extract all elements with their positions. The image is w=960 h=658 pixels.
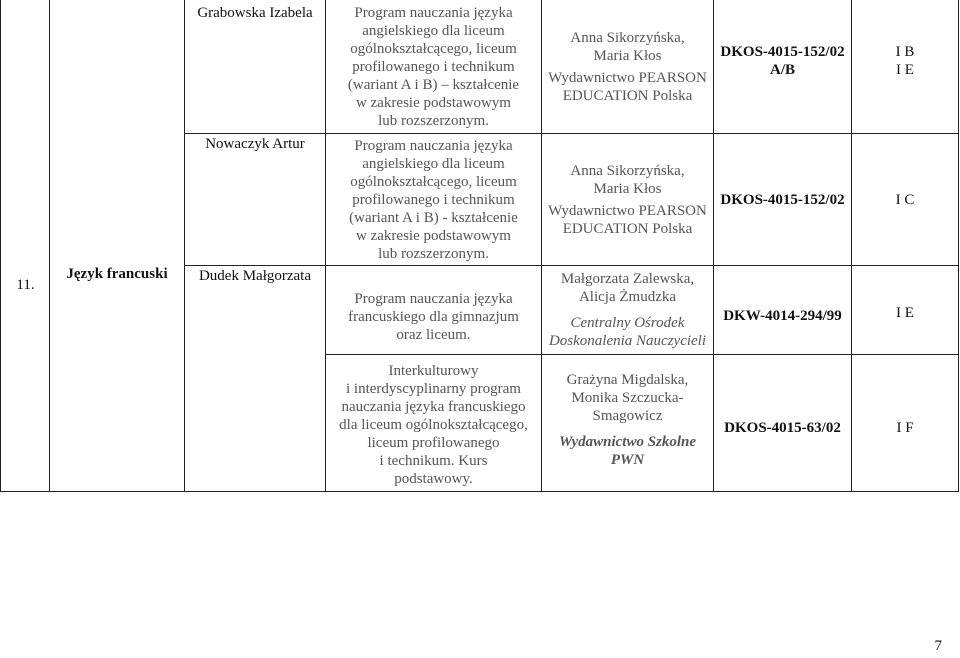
publisher-line: Wydawnictwo PEARSON — [548, 202, 707, 219]
approval-code-cell — [714, 266, 851, 354]
program-cell — [326, 134, 541, 265]
subject-cell — [50, 256, 184, 292]
program-cell — [326, 266, 541, 354]
column-divider — [184, 0, 185, 492]
program-line: lub rozszerzonym. — [378, 112, 489, 129]
program-cell — [326, 355, 541, 491]
classes-cell — [852, 134, 958, 265]
author-line: Anna Sikorzyńska, — [570, 29, 685, 46]
program-line: oraz liceum. — [396, 327, 471, 343]
program-line: angielskiego dla liceum — [362, 22, 505, 39]
program-line: (wariant A i B) – kształcenie — [347, 76, 520, 93]
author-line: Monika Szczucka- — [571, 390, 684, 406]
approval-code-cell — [714, 355, 851, 491]
author-line: Maria Kłos — [593, 180, 662, 197]
program-line: Program nauczania języka — [354, 291, 513, 307]
approval-code-cell — [714, 134, 851, 265]
program-line: francuskiego dla gimnazjum — [348, 309, 519, 325]
authors-cell — [542, 355, 713, 491]
program-line: w zakresie podstawowym — [356, 94, 511, 111]
table-border-left — [0, 0, 1, 492]
author-line: Małgorzata Zalewska, — [560, 271, 695, 287]
class-label: I B — [895, 43, 915, 60]
publisher — [548, 202, 707, 238]
approval-code: DKOS-4015-152/02 — [720, 43, 845, 60]
authors-cell — [542, 266, 713, 354]
class-label: I C — [895, 191, 915, 208]
column-divider — [49, 0, 50, 492]
program-line: profilowanego i technikum — [352, 58, 515, 75]
approval-code: A/B — [769, 61, 795, 78]
approval-code: DKOS-4015-152/02 — [720, 191, 845, 208]
authors-cell — [542, 134, 713, 265]
program-line: ogólnokształcącego, liceum — [350, 40, 517, 57]
publisher-line: Wydawnictwo PEARSON — [548, 69, 707, 86]
program-line: Program nauczania języka — [354, 137, 513, 154]
publisher — [549, 314, 706, 350]
publisher-line: PWN — [610, 452, 645, 468]
classes-cell — [852, 0, 958, 133]
row-number-text: 11. — [16, 277, 35, 293]
table-border-bottom — [0, 491, 959, 492]
table-border-right — [958, 0, 959, 492]
subject-text: Język francuski — [66, 266, 168, 282]
program-line: (wariant A i B) - kształcenie — [349, 209, 518, 226]
class-label: I E — [896, 305, 914, 321]
page-number: 7 — [934, 638, 942, 654]
publisher-line: EDUCATION Polska — [562, 87, 693, 104]
teacher-cell — [185, 134, 325, 154]
author-line: Alicja Żmudzka — [578, 289, 677, 305]
classes-cell — [852, 266, 958, 354]
author-line: Grażyna Migdalska, — [566, 372, 689, 388]
class-label: I F — [896, 420, 914, 436]
approval-code: DKW-4014-294/99 — [723, 308, 842, 324]
publisher-line: Doskonalenia Nauczycieli — [548, 333, 707, 349]
authors-cell — [542, 0, 713, 133]
program-line: lub rozszerzonym. — [378, 245, 489, 262]
approval-code-cell — [714, 0, 851, 133]
program-line: profilowanego i technikum — [352, 191, 515, 208]
program-line: i interdyscyplinarny program — [346, 381, 521, 397]
teacher-cell — [185, 2, 325, 24]
program-line: podstawowy. — [394, 471, 473, 487]
row-number — [2, 266, 49, 304]
author-line: Smagowicz — [592, 408, 663, 424]
teacher-name: Dudek Małgorzata — [198, 268, 312, 284]
program-line: Program nauczania języka — [354, 4, 513, 21]
program-line: i technikum. Kurs — [379, 453, 488, 469]
publisher — [548, 69, 707, 105]
program-line: w zakresie podstawowym — [356, 227, 511, 244]
publisher — [559, 433, 696, 469]
program-line: dla liceum ogólnokształcącego, — [339, 417, 528, 433]
teacher-name: Nowaczyk Artur — [205, 136, 305, 152]
classes-cell — [852, 355, 958, 491]
teacher-name: Grabowska Izabela — [197, 5, 313, 21]
teacher-cell — [185, 266, 325, 286]
approval-code: DKOS-4015-63/02 — [724, 420, 841, 436]
author-line: Anna Sikorzyńska, — [570, 162, 685, 179]
program-line: ogólnokształcącego, liceum — [350, 173, 517, 190]
program-line: liceum profilowanego — [367, 435, 500, 451]
program-cell — [326, 0, 541, 133]
publisher-line: Centralny Ośrodek — [570, 315, 685, 331]
publisher-line: Wydawnictwo Szkolne — [558, 434, 697, 450]
program-line: angielskiego dla liceum — [362, 155, 505, 172]
class-label: I E — [896, 61, 914, 78]
program-line: nauczania języka francuskiego — [341, 399, 526, 415]
publisher-line: EDUCATION Polska — [562, 220, 693, 237]
program-line: Interkulturowy — [388, 363, 479, 379]
author-line: Maria Kłos — [593, 47, 662, 64]
